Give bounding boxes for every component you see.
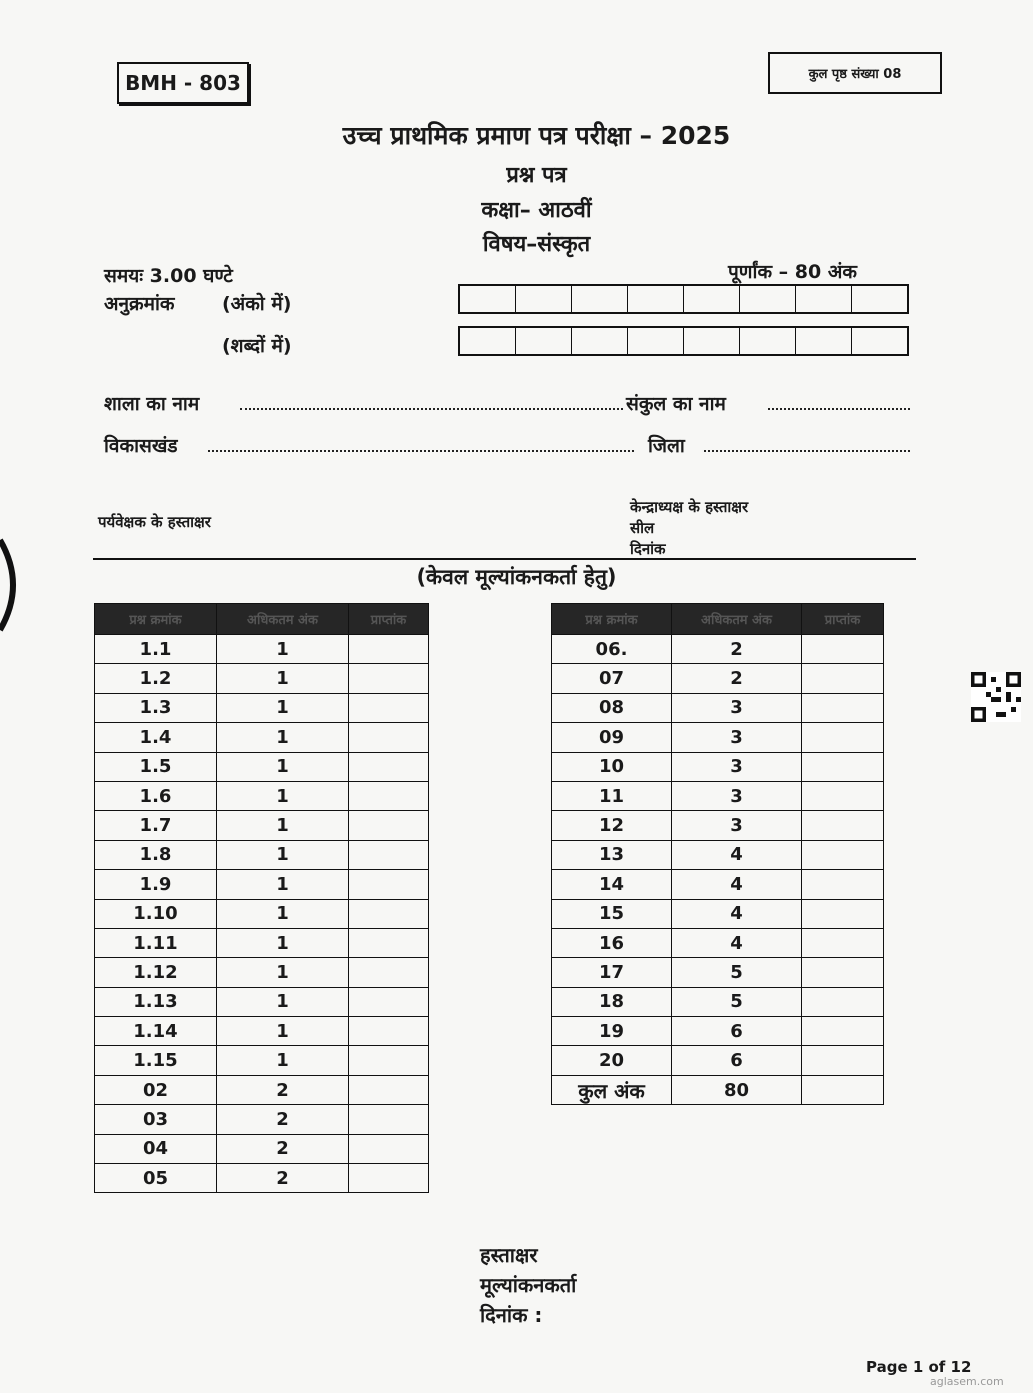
table-row (552, 928, 884, 957)
max-marks: 1 (217, 987, 349, 1016)
table-row (552, 987, 884, 1016)
col-header-question: प्रश्न क्रमांक (552, 604, 672, 635)
table-row (552, 899, 884, 928)
max-marks: 3 (672, 781, 802, 810)
page-number: Page 1 of 12 (866, 1358, 972, 1376)
watermark: aglasem.com (930, 1375, 1004, 1388)
supervisor-sign-label: पर्यवेक्षक के हस्ताक्षर (98, 513, 211, 531)
total-value: 80 (672, 1075, 802, 1104)
table-row (95, 1046, 429, 1075)
table-row (95, 1075, 429, 1104)
seal-label: सील (630, 519, 655, 537)
max-marks: 1 (217, 928, 349, 957)
table-row (552, 723, 884, 752)
date-label: दिनांक (630, 540, 666, 558)
centre-head-sign-label: केन्द्राध्यक्ष के हस्ताक्षर (630, 498, 749, 516)
total-obtained-cell[interactable] (802, 1075, 884, 1104)
max-marks: 4 (672, 928, 802, 957)
question-number: 1.14 (95, 1017, 217, 1046)
evaluator-label: मूल्यांकनकर्ता (480, 1273, 577, 1297)
max-marks: 1 (217, 811, 349, 840)
subject-label: विषय–संस्कृत (482, 232, 591, 257)
table-row (95, 664, 429, 693)
max-marks: 6 (672, 1046, 802, 1075)
evaluator-sign-block (480, 1240, 576, 1330)
obtained-marks-cell[interactable] (349, 781, 429, 810)
roll-words-label: (शब्दों में) (222, 335, 292, 357)
paper-code-box: BMH - 803 (117, 62, 249, 104)
max-marks: 1 (217, 1017, 349, 1046)
obtained-marks-cell[interactable] (802, 781, 884, 810)
max-marks: 2 (217, 1134, 349, 1163)
table-row (95, 870, 429, 899)
question-number: 12 (552, 811, 672, 840)
obtained-marks-cell[interactable] (802, 987, 884, 1016)
obtained-marks-cell[interactable] (349, 693, 429, 722)
max-marks: 1 (217, 958, 349, 987)
table-row (552, 781, 884, 810)
max-marks: 6 (672, 1017, 802, 1046)
max-marks: 5 (672, 987, 802, 1016)
school-field[interactable] (240, 408, 623, 410)
col-header-obtained: प्राप्तांक (349, 604, 429, 635)
roll-words-boxes[interactable] (458, 326, 909, 356)
max-marks: 5 (672, 958, 802, 987)
obtained-marks-cell[interactable] (349, 635, 429, 664)
max-marks: 1 (217, 870, 349, 899)
max-marks: 1 (217, 752, 349, 781)
question-number: 10 (552, 752, 672, 781)
obtained-marks-cell[interactable] (349, 958, 429, 987)
obtained-marks-cell[interactable] (349, 899, 429, 928)
max-marks-label: पूर्णांक – 80 अंक (728, 261, 857, 283)
table-row (552, 752, 884, 781)
question-number: 11 (552, 781, 672, 810)
max-marks: 4 (672, 899, 802, 928)
col-header-max-marks: अधिकतम अंक (672, 604, 802, 635)
question-number: 1.7 (95, 811, 217, 840)
question-number: 13 (552, 840, 672, 869)
table-row (95, 1017, 429, 1046)
table-row (552, 870, 884, 899)
question-number: 03 (95, 1105, 217, 1134)
roll-digits-label: (अंको में) (222, 293, 292, 315)
question-number: 04 (95, 1134, 217, 1163)
question-number: 1.1 (95, 635, 217, 664)
max-marks: 1 (217, 1046, 349, 1075)
max-marks: 4 (672, 870, 802, 899)
max-marks: 2 (672, 664, 802, 693)
roll-label: अनुक्रमांक (104, 293, 175, 315)
evaluator-heading: (केवल मूल्यांकनकर्ता हेतु) (416, 565, 617, 589)
question-number: 16 (552, 928, 672, 957)
table-row (95, 1134, 429, 1163)
table-row (95, 693, 429, 722)
doc-type: प्रश्न पत्र (506, 163, 567, 188)
obtained-marks-cell[interactable] (802, 870, 884, 899)
obtained-marks-cell[interactable] (349, 1134, 429, 1163)
table-row (95, 723, 429, 752)
evaluator-sign-label: हस्ताक्षर (480, 1243, 538, 1267)
question-number: 06. (552, 635, 672, 664)
marks-table-left (94, 603, 429, 1193)
obtained-marks-cell[interactable] (349, 840, 429, 869)
exam-title: उच्च प्राथमिक प्रमाण पत्र परीक्षा – 2025 (342, 121, 731, 150)
district-label: जिला (648, 435, 685, 457)
table-row (95, 1164, 429, 1193)
max-marks: 3 (672, 811, 802, 840)
max-marks: 1 (217, 840, 349, 869)
max-marks: 3 (672, 723, 802, 752)
obtained-marks-cell[interactable] (802, 723, 884, 752)
obtained-marks-cell[interactable] (349, 1017, 429, 1046)
table-row (552, 1017, 884, 1046)
max-marks: 2 (217, 1164, 349, 1193)
table-row (552, 664, 884, 693)
question-number: 1.4 (95, 723, 217, 752)
question-number: 1.5 (95, 752, 217, 781)
table-row (95, 752, 429, 781)
question-number: 1.13 (95, 987, 217, 1016)
divider (93, 558, 916, 560)
obtained-marks-cell[interactable] (802, 958, 884, 987)
question-number: 1.2 (95, 664, 217, 693)
obtained-marks-cell[interactable] (802, 840, 884, 869)
max-marks: 3 (672, 752, 802, 781)
question-number: 18 (552, 987, 672, 1016)
max-marks: 1 (217, 723, 349, 752)
cluster-field[interactable] (768, 408, 910, 410)
obtained-marks-cell[interactable] (349, 723, 429, 752)
obtained-marks-cell[interactable] (349, 1075, 429, 1104)
total-label: कुल अंक (552, 1075, 672, 1104)
col-header-question: प्रश्न क्रमांक (95, 604, 217, 635)
obtained-marks-cell[interactable] (349, 811, 429, 840)
max-marks: 1 (217, 635, 349, 664)
question-number: 1.9 (95, 870, 217, 899)
obtained-marks-cell[interactable] (349, 1105, 429, 1134)
question-number: 08 (552, 693, 672, 722)
table-row (95, 811, 429, 840)
max-marks: 3 (672, 693, 802, 722)
obtained-marks-cell[interactable] (802, 752, 884, 781)
max-marks: 2 (217, 1105, 349, 1134)
obtained-marks-cell[interactable] (802, 693, 884, 722)
max-marks: 2 (672, 635, 802, 664)
table-row (95, 928, 429, 957)
block-label: विकासखंड (104, 435, 178, 457)
cluster-label: संकुल का नाम (626, 393, 726, 415)
obtained-marks-cell[interactable] (802, 899, 884, 928)
max-marks: 1 (217, 693, 349, 722)
max-marks: 1 (217, 664, 349, 693)
obtained-marks-cell[interactable] (802, 664, 884, 693)
obtained-marks-cell[interactable] (802, 1017, 884, 1046)
question-number: 19 (552, 1017, 672, 1046)
obtained-marks-cell[interactable] (349, 1164, 429, 1193)
table-row (552, 1046, 884, 1075)
table-row (95, 635, 429, 664)
block-field[interactable] (208, 450, 634, 452)
question-number: 1.10 (95, 899, 217, 928)
question-number: 1.3 (95, 693, 217, 722)
question-number: 09 (552, 723, 672, 752)
qr-code-icon (970, 672, 1022, 722)
table-row (552, 635, 884, 664)
total-row (552, 1075, 884, 1104)
question-number: 14 (552, 870, 672, 899)
obtained-marks-cell[interactable] (802, 635, 884, 664)
evaluator-date-label: दिनांक : (480, 1303, 543, 1327)
max-marks: 1 (217, 899, 349, 928)
col-header-obtained: प्राप्तांक (802, 604, 884, 635)
time-label: समयः 3.00 घण्टे (104, 265, 233, 287)
table-row (95, 781, 429, 810)
obtained-marks-cell[interactable] (802, 811, 884, 840)
question-number: 07 (552, 664, 672, 693)
obtained-marks-cell[interactable] (349, 870, 429, 899)
obtained-marks-cell[interactable] (349, 752, 429, 781)
question-number: 1.12 (95, 958, 217, 987)
table-row (552, 840, 884, 869)
roll-digits-boxes[interactable] (458, 284, 909, 314)
obtained-marks-cell[interactable] (349, 664, 429, 693)
question-number: 05 (95, 1164, 217, 1193)
question-number: 02 (95, 1075, 217, 1104)
table-row (552, 811, 884, 840)
obtained-marks-cell[interactable] (802, 1046, 884, 1075)
school-label: शाला का नाम (104, 393, 200, 415)
class-label: कक्षा– आठवीं (481, 198, 592, 223)
question-number: 17 (552, 958, 672, 987)
obtained-marks-cell[interactable] (349, 928, 429, 957)
table-row (95, 958, 429, 987)
table-row (95, 1105, 429, 1134)
max-marks: 2 (217, 1075, 349, 1104)
binding-mark-icon (0, 530, 28, 640)
question-number: 15 (552, 899, 672, 928)
obtained-marks-cell[interactable] (802, 928, 884, 957)
question-number: 1.6 (95, 781, 217, 810)
max-marks: 1 (217, 781, 349, 810)
obtained-marks-cell[interactable] (349, 987, 429, 1016)
table-row (552, 693, 884, 722)
total-pages-box: कुल पृष्ठ संख्या 08 (768, 52, 942, 94)
question-number: 1.8 (95, 840, 217, 869)
table-row (95, 840, 429, 869)
max-marks: 4 (672, 840, 802, 869)
obtained-marks-cell[interactable] (349, 1046, 429, 1075)
question-number: 1.11 (95, 928, 217, 957)
marks-table-right (551, 603, 884, 1105)
table-row (95, 987, 429, 1016)
question-number: 20 (552, 1046, 672, 1075)
col-header-max-marks: अधिकतम अंक (217, 604, 349, 635)
table-row (95, 899, 429, 928)
question-number: 1.15 (95, 1046, 217, 1075)
table-row (552, 958, 884, 987)
district-field[interactable] (704, 450, 910, 452)
